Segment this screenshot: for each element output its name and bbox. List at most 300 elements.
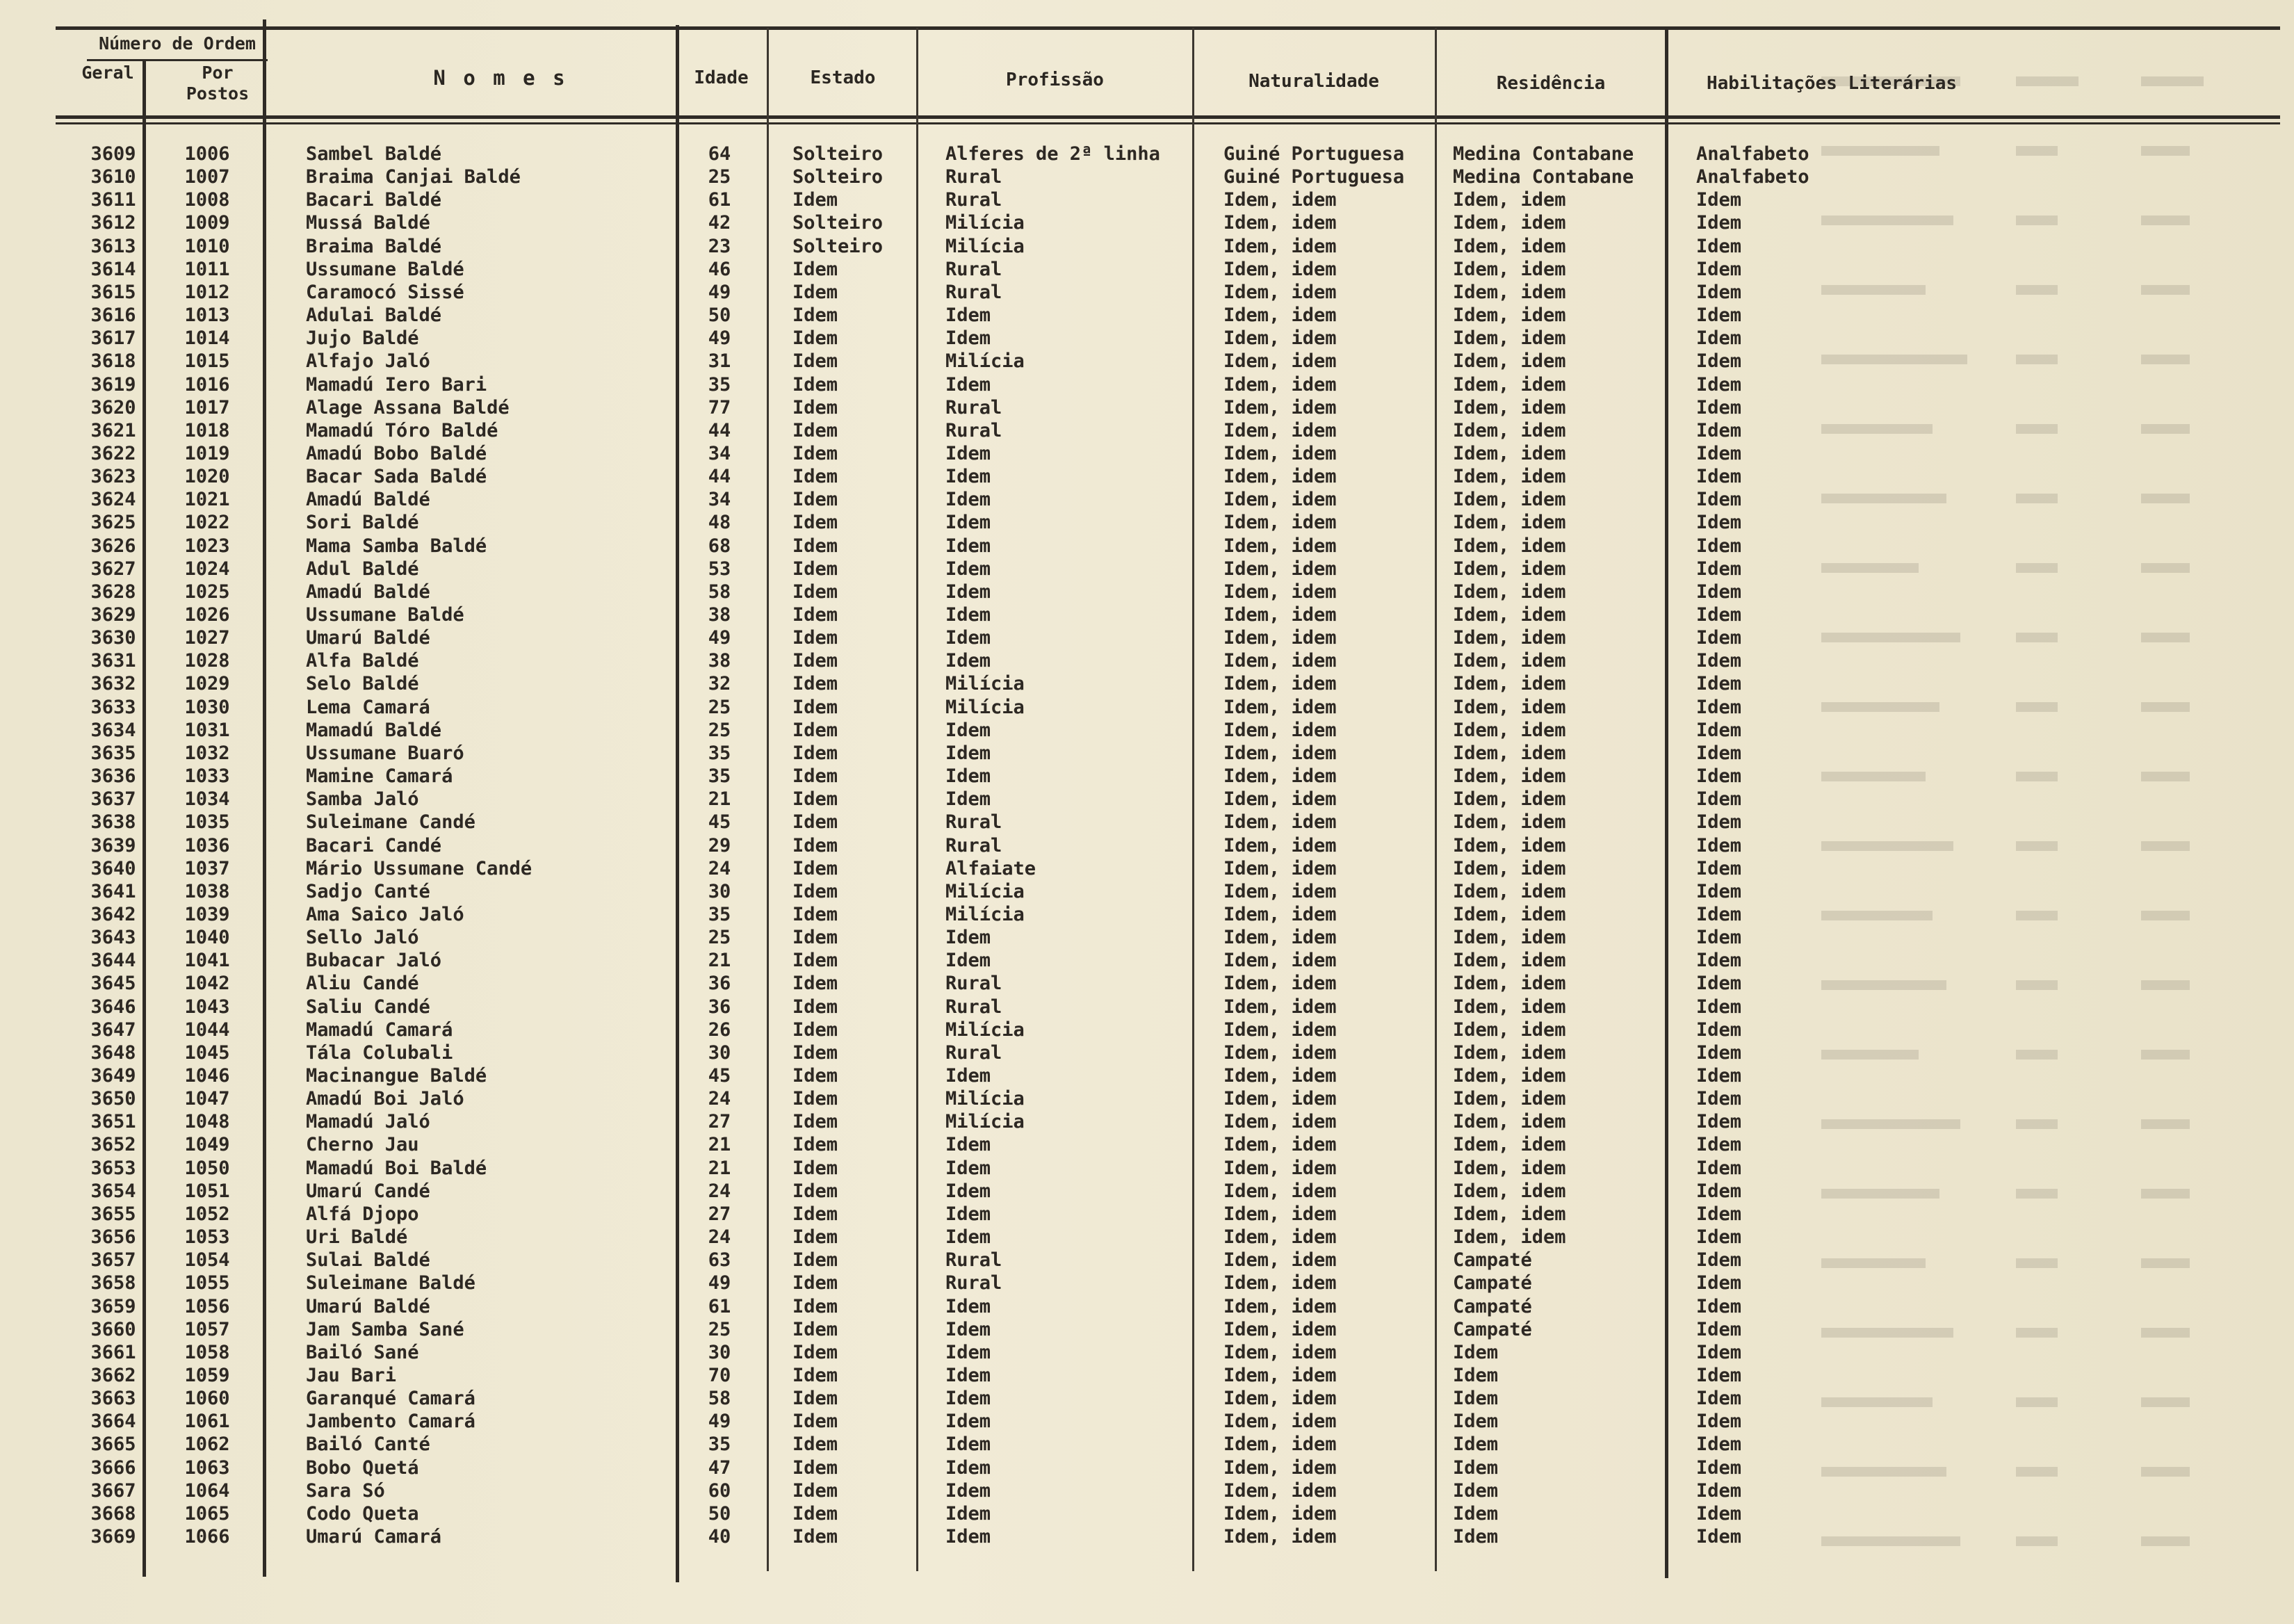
cell-numero-geral: 3658 (90, 1272, 136, 1294)
cell-numero-geral: 3662 (90, 1364, 136, 1386)
cell-profissao: Idem (945, 788, 991, 811)
cell-numero-geral: 3621 (90, 419, 136, 441)
cell-nome: Amadú Baldé (306, 489, 430, 511)
cell-numero-por-posto: 1022 (184, 512, 230, 534)
cell-idade: 50 (708, 1502, 731, 1525)
cell-profissao: Idem (945, 719, 991, 741)
cell-numero-geral: 3632 (90, 673, 136, 695)
cell-nome: Mamine Camará (306, 765, 453, 788)
cell-numero-por-posto: 1066 (184, 1526, 230, 1548)
cell-estado: Idem (792, 1134, 838, 1156)
cell-naturalidade: Idem, idem (1223, 1065, 1337, 1087)
cell-residencia: Idem, idem (1453, 489, 1566, 511)
cell-nome: Umarú Candé (306, 1180, 430, 1202)
cell-estado: Idem (792, 696, 838, 718)
cell-profissao: Milícia (945, 1111, 1025, 1133)
cell-habilitacoes: Idem (1696, 535, 1742, 557)
cell-habilitacoes: Idem (1696, 1502, 1742, 1525)
cell-estado: Idem (792, 650, 838, 672)
cell-estado: Idem (792, 903, 838, 925)
table-row (0, 672, 1742, 695)
cell-nome: Lema Camará (306, 696, 430, 718)
cell-profissao: Idem (945, 1479, 991, 1502)
cell-idade: 23 (708, 235, 731, 257)
cell-naturalidade: Idem, idem (1223, 1411, 1337, 1433)
cell-idade: 21 (708, 1134, 731, 1156)
cell-numero-por-posto: 1030 (184, 696, 230, 718)
cell-numero-por-posto: 1015 (184, 350, 230, 373)
cell-residencia: Idem, idem (1453, 235, 1566, 257)
cell-numero-por-posto: 1035 (184, 811, 230, 834)
table-row (0, 1087, 1742, 1110)
cell-idade: 38 (708, 650, 731, 672)
cell-numero-por-posto: 1026 (184, 604, 230, 626)
cell-profissao: Idem (945, 927, 991, 949)
cell-habilitacoes: Idem (1696, 512, 1742, 534)
cell-profissao: Idem (945, 442, 991, 464)
cell-numero-por-posto: 1019 (184, 442, 230, 464)
cell-residencia: Idem, idem (1453, 996, 1566, 1018)
cell-profissao: Idem (945, 1318, 991, 1340)
cell-idade: 49 (708, 1272, 731, 1294)
cell-idade: 24 (708, 1226, 731, 1249)
cell-habilitacoes: Idem (1696, 1318, 1742, 1340)
table-row (0, 696, 1742, 719)
cell-naturalidade: Idem, idem (1223, 765, 1337, 788)
cell-estado: Idem (792, 880, 838, 902)
cell-naturalidade: Idem, idem (1223, 580, 1337, 603)
cell-numero-por-posto: 1061 (184, 1411, 230, 1433)
cell-nome: Suleimane Baldé (306, 1272, 475, 1294)
cell-habilitacoes: Idem (1696, 1018, 1742, 1041)
cell-numero-geral: 3633 (90, 696, 136, 718)
cell-idade: 45 (708, 1065, 731, 1087)
table-row (0, 1341, 1742, 1364)
cell-profissao: Milícia (945, 673, 1025, 695)
cell-residencia: Idem, idem (1453, 350, 1566, 373)
cell-idade: 42 (708, 212, 731, 234)
cell-idade: 46 (708, 258, 731, 280)
cell-estado: Idem (792, 742, 838, 764)
cell-idade: 63 (708, 1249, 731, 1272)
cell-residencia: Idem, idem (1453, 627, 1566, 649)
cell-estado: Idem (792, 350, 838, 373)
cell-numero-geral: 3639 (90, 834, 136, 856)
table-row (0, 1018, 1742, 1041)
table-row (0, 996, 1742, 1018)
cell-habilitacoes: Idem (1696, 811, 1742, 834)
cell-numero-geral: 3630 (90, 627, 136, 649)
cell-numero-por-posto: 1029 (184, 673, 230, 695)
cell-habilitacoes: Idem (1696, 604, 1742, 626)
cell-idade: 30 (708, 1041, 731, 1064)
cell-estado: Solteiro (792, 235, 884, 257)
cell-nome: Aliu Candé (306, 973, 419, 995)
cell-profissao: Idem (945, 1411, 991, 1433)
cell-nome: Garanqué Camará (306, 1388, 475, 1410)
cell-nome: Bacari Candé (306, 834, 442, 856)
cell-nome: Mamadú Baldé (306, 719, 442, 741)
cell-residencia: Idem, idem (1453, 442, 1566, 464)
cell-numero-por-posto: 1050 (184, 1157, 230, 1179)
cell-numero-por-posto: 1040 (184, 927, 230, 949)
cell-profissao: Alferes de 2ª linha (945, 143, 1160, 165)
cell-numero-geral: 3644 (90, 950, 136, 972)
table-row (0, 511, 1742, 534)
cell-nome: Bailó Sané (306, 1341, 419, 1363)
table-row (0, 1525, 1742, 1548)
table-row (0, 558, 1742, 580)
cell-estado: Idem (792, 535, 838, 557)
cell-estado: Solteiro (792, 212, 884, 234)
cell-estado: Idem (792, 304, 838, 327)
table-row (0, 811, 1742, 834)
cell-naturalidade: Idem, idem (1223, 396, 1337, 419)
cell-naturalidade: Idem, idem (1223, 419, 1337, 441)
header-top-rule (56, 26, 2280, 30)
cell-habilitacoes: Idem (1696, 466, 1742, 488)
cell-nome: Alfa Baldé (306, 650, 419, 672)
cell-habilitacoes: Idem (1696, 1065, 1742, 1087)
cell-nome: Sello Jaló (306, 927, 419, 949)
cell-naturalidade: Idem, idem (1223, 1018, 1337, 1041)
cell-habilitacoes: Idem (1696, 1041, 1742, 1064)
cell-estado: Idem (792, 1502, 838, 1525)
cell-idade: 32 (708, 673, 731, 695)
cell-naturalidade: Idem, idem (1223, 627, 1337, 649)
cell-estado: Solteiro (792, 143, 884, 165)
cell-profissao: Idem (945, 650, 991, 672)
cell-nome: Caramocó Sissé (306, 281, 464, 303)
cell-naturalidade: Guiné Portuguesa (1223, 143, 1405, 165)
cell-idade: 31 (708, 350, 731, 373)
cell-idade: 34 (708, 442, 731, 464)
cell-estado: Idem (792, 1157, 838, 1179)
cell-residencia: Idem, idem (1453, 1157, 1566, 1179)
cell-habilitacoes: Idem (1696, 419, 1742, 441)
cell-idade: 25 (708, 1318, 731, 1340)
cell-estado: Idem (792, 1203, 838, 1225)
cell-estado: Idem (792, 834, 838, 856)
cell-numero-por-posto: 1028 (184, 650, 230, 672)
cell-habilitacoes: Idem (1696, 1341, 1742, 1363)
cell-nome: Amadú Baldé (306, 580, 430, 603)
table-row (0, 834, 1742, 857)
table-row (0, 1502, 1742, 1525)
cell-profissao: Idem (945, 950, 991, 972)
cell-profissao: Rural (945, 166, 1002, 188)
cell-habilitacoes: Idem (1696, 442, 1742, 464)
table-row (0, 649, 1742, 672)
cell-idade: 61 (708, 1295, 731, 1317)
cell-numero-geral: 3628 (90, 580, 136, 603)
cell-numero-por-posto: 1034 (184, 788, 230, 811)
cell-naturalidade: Idem, idem (1223, 857, 1337, 879)
cell-naturalidade: Idem, idem (1223, 1272, 1337, 1294)
cell-numero-geral: 3616 (90, 304, 136, 327)
cell-habilitacoes: Idem (1696, 627, 1742, 649)
cell-numero-geral: 3648 (90, 1041, 136, 1064)
table-row (0, 742, 1742, 765)
cell-profissao: Idem (945, 327, 991, 350)
cell-naturalidade: Idem, idem (1223, 212, 1337, 234)
cell-profissao: Idem (945, 1157, 991, 1179)
cell-numero-geral: 3655 (90, 1203, 136, 1225)
cell-residencia: Idem, idem (1453, 466, 1566, 488)
cell-numero-geral: 3657 (90, 1249, 136, 1272)
cell-idade: 44 (708, 419, 731, 441)
cell-residencia: Idem, idem (1453, 903, 1566, 925)
table-row (0, 465, 1742, 488)
cell-estado: Idem (792, 973, 838, 995)
cell-naturalidade: Idem, idem (1223, 927, 1337, 949)
table-row (0, 880, 1742, 903)
cell-numero-geral: 3643 (90, 927, 136, 949)
cell-numero-por-posto: 1013 (184, 304, 230, 327)
cell-residencia: Campaté (1453, 1318, 1532, 1340)
cell-profissao: Rural (945, 396, 1002, 419)
cell-residencia: Idem, idem (1453, 580, 1566, 603)
cell-numero-geral: 3624 (90, 489, 136, 511)
cell-profissao: Idem (945, 1502, 991, 1525)
cell-habilitacoes: Idem (1696, 1411, 1742, 1433)
cell-profissao: Milícia (945, 235, 1025, 257)
cell-habilitacoes: Idem (1696, 1434, 1742, 1456)
cell-habilitacoes: Idem (1696, 558, 1742, 580)
cell-idade: 21 (708, 788, 731, 811)
cell-nome: Bacar Sada Baldé (306, 466, 487, 488)
cell-habilitacoes: Idem (1696, 927, 1742, 949)
cell-idade: 35 (708, 373, 731, 396)
cell-habilitacoes: Idem (1696, 996, 1742, 1018)
cell-numero-por-posto: 1059 (184, 1364, 230, 1386)
cell-residencia: Idem, idem (1453, 673, 1566, 695)
cell-nome: Mamadú Iero Bari (306, 373, 487, 396)
cell-numero-por-posto: 1010 (184, 235, 230, 257)
header-bottom-rule-2 (56, 122, 2280, 124)
table-row (0, 1110, 1742, 1133)
cell-residencia: Idem (1453, 1434, 1499, 1456)
header-estado: Estado (810, 67, 876, 88)
cell-nome: Jam Samba Sané (306, 1318, 464, 1340)
cell-residencia: Idem, idem (1453, 927, 1566, 949)
cell-estado: Idem (792, 1434, 838, 1456)
cell-profissao: Idem (945, 580, 991, 603)
cell-residencia: Idem (1453, 1341, 1499, 1363)
cell-estado: Idem (792, 442, 838, 464)
cell-estado: Idem (792, 1364, 838, 1386)
cell-residencia: Medina Contabane (1453, 166, 1634, 188)
cell-numero-geral: 3622 (90, 442, 136, 464)
cell-numero-geral: 3611 (90, 189, 136, 211)
cell-numero-geral: 3613 (90, 235, 136, 257)
cell-idade: 26 (708, 1018, 731, 1041)
table-row (0, 719, 1742, 742)
cell-numero-geral: 3669 (90, 1526, 136, 1548)
cell-estado: Idem (792, 1018, 838, 1041)
cell-estado: Idem (792, 1088, 838, 1110)
cell-idade: 49 (708, 327, 731, 350)
cell-profissao: Idem (945, 1203, 991, 1225)
header-profissao: Profissão (1006, 70, 1104, 90)
cell-profissao: Rural (945, 834, 1002, 856)
cell-naturalidade: Idem, idem (1223, 973, 1337, 995)
table-row (0, 903, 1742, 926)
cell-profissao: Idem (945, 1526, 991, 1548)
cell-numero-por-posto: 1065 (184, 1502, 230, 1525)
cell-profissao: Idem (945, 1226, 991, 1249)
cell-idade: 21 (708, 950, 731, 972)
cell-profissao: Rural (945, 811, 1002, 834)
cell-nome: Cherno Jau (306, 1134, 419, 1156)
cell-estado: Idem (792, 1388, 838, 1410)
cell-residencia: Idem, idem (1453, 765, 1566, 788)
cell-profissao: Rural (945, 258, 1002, 280)
cell-numero-por-posto: 1032 (184, 742, 230, 764)
cell-numero-por-posto: 1033 (184, 765, 230, 788)
cell-numero-por-posto: 1053 (184, 1226, 230, 1249)
cell-nome: Bobo Quetá (306, 1456, 419, 1479)
cell-idade: 38 (708, 604, 731, 626)
cell-idade: 40 (708, 1526, 731, 1548)
cell-habilitacoes: Idem (1696, 212, 1742, 234)
cell-naturalidade: Idem, idem (1223, 650, 1337, 672)
cell-naturalidade: Idem, idem (1223, 512, 1337, 534)
cell-residencia: Idem, idem (1453, 1088, 1566, 1110)
cell-idade: 70 (708, 1364, 731, 1386)
cell-naturalidade: Idem, idem (1223, 489, 1337, 511)
table-row (0, 1133, 1742, 1156)
cell-nome: Codo Queta (306, 1502, 419, 1525)
cell-numero-por-posto: 1007 (184, 166, 230, 188)
cell-naturalidade: Idem, idem (1223, 1203, 1337, 1225)
cell-naturalidade: Idem, idem (1223, 1456, 1337, 1479)
cell-numero-geral: 3615 (90, 281, 136, 303)
cell-nome: Selo Baldé (306, 673, 419, 695)
cell-numero-geral: 3610 (90, 166, 136, 188)
cell-idade: 30 (708, 880, 731, 902)
cell-residencia: Idem, idem (1453, 1180, 1566, 1202)
cell-profissao: Rural (945, 1272, 1002, 1294)
cell-profissao: Milícia (945, 1018, 1025, 1041)
cell-numero-geral: 3652 (90, 1134, 136, 1156)
cell-habilitacoes: Idem (1696, 1088, 1742, 1110)
cell-numero-geral: 3665 (90, 1434, 136, 1456)
table-row (0, 765, 1742, 788)
cell-residencia: Idem, idem (1453, 811, 1566, 834)
cell-estado: Idem (792, 1341, 838, 1363)
cell-nome: Sulai Baldé (306, 1249, 430, 1272)
cell-nome: Mamadú Boi Baldé (306, 1157, 487, 1179)
table-row (0, 972, 1742, 995)
table-row (0, 235, 1742, 258)
cell-idade: 44 (708, 466, 731, 488)
cell-idade: 35 (708, 903, 731, 925)
cell-habilitacoes: Idem (1696, 1456, 1742, 1479)
table-row (0, 373, 1742, 396)
cell-naturalidade: Idem, idem (1223, 1434, 1337, 1456)
cell-profissao: Idem (945, 1065, 991, 1087)
cell-estado: Idem (792, 1456, 838, 1479)
cell-residencia: Idem, idem (1453, 1065, 1566, 1087)
cell-numero-por-posto: 1016 (184, 373, 230, 396)
cell-numero-por-posto: 1062 (184, 1434, 230, 1456)
cell-idade: 77 (708, 396, 731, 419)
cell-numero-geral: 3645 (90, 973, 136, 995)
cell-nome: Jujo Baldé (306, 327, 419, 350)
cell-numero-por-posto: 1037 (184, 857, 230, 879)
cell-numero-por-posto: 1012 (184, 281, 230, 303)
cell-habilitacoes: Idem (1696, 1180, 1742, 1202)
cell-habilitacoes: Analfabeto (1696, 166, 1809, 188)
cell-numero-geral: 3663 (90, 1388, 136, 1410)
cell-idade: 35 (708, 742, 731, 764)
cell-estado: Idem (792, 1272, 838, 1294)
cell-habilitacoes: Idem (1696, 1295, 1742, 1317)
cell-estado: Idem (792, 950, 838, 972)
table-row (0, 1479, 1742, 1502)
cell-numero-por-posto: 1008 (184, 189, 230, 211)
cell-idade: 53 (708, 558, 731, 580)
cell-idade: 24 (708, 1088, 731, 1110)
cell-nome: Samba Jaló (306, 788, 419, 811)
cell-residencia: Idem, idem (1453, 650, 1566, 672)
cell-residencia: Idem, idem (1453, 857, 1566, 879)
cell-profissao: Milícia (945, 350, 1025, 373)
cell-nome: Uri Baldé (306, 1226, 408, 1249)
cell-habilitacoes: Idem (1696, 973, 1742, 995)
cell-habilitacoes: Idem (1696, 742, 1742, 764)
cell-nome: Adul Baldé (306, 558, 419, 580)
cell-naturalidade: Idem, idem (1223, 811, 1337, 834)
cell-residencia: Campaté (1453, 1295, 1532, 1317)
cell-estado: Idem (792, 673, 838, 695)
bleed-through-texture (1807, 56, 2280, 1613)
cell-numero-geral: 3636 (90, 765, 136, 788)
cell-residencia: Idem (1453, 1502, 1499, 1525)
cell-idade: 36 (708, 996, 731, 1018)
cell-naturalidade: Idem, idem (1223, 719, 1337, 741)
cell-idade: 27 (708, 1111, 731, 1133)
cell-profissao: Idem (945, 304, 991, 327)
cell-estado: Idem (792, 996, 838, 1018)
cell-naturalidade: Idem, idem (1223, 1295, 1337, 1317)
cell-residencia: Idem, idem (1453, 419, 1566, 441)
cell-numero-por-posto: 1047 (184, 1088, 230, 1110)
cell-numero-por-posto: 1036 (184, 834, 230, 856)
cell-numero-por-posto: 1049 (184, 1134, 230, 1156)
cell-idade: 25 (708, 166, 731, 188)
cell-nome: Bacari Baldé (306, 189, 442, 211)
cell-numero-por-posto: 1052 (184, 1203, 230, 1225)
cell-numero-geral: 3653 (90, 1157, 136, 1179)
table-row (0, 281, 1742, 304)
cell-estado: Idem (792, 258, 838, 280)
table-row (0, 488, 1742, 511)
cell-nome: Sori Baldé (306, 512, 419, 534)
cell-naturalidade: Idem, idem (1223, 1388, 1337, 1410)
cell-habilitacoes: Idem (1696, 580, 1742, 603)
cell-numero-por-posto: 1060 (184, 1388, 230, 1410)
cell-habilitacoes: Idem (1696, 1203, 1742, 1225)
cell-habilitacoes: Idem (1696, 950, 1742, 972)
header-nomes: N o m e s (433, 66, 568, 90)
cell-habilitacoes: Idem (1696, 903, 1742, 925)
cell-estado: Idem (792, 489, 838, 511)
cell-estado: Idem (792, 604, 838, 626)
cell-naturalidade: Idem, idem (1223, 1041, 1337, 1064)
table-row (0, 304, 1742, 327)
